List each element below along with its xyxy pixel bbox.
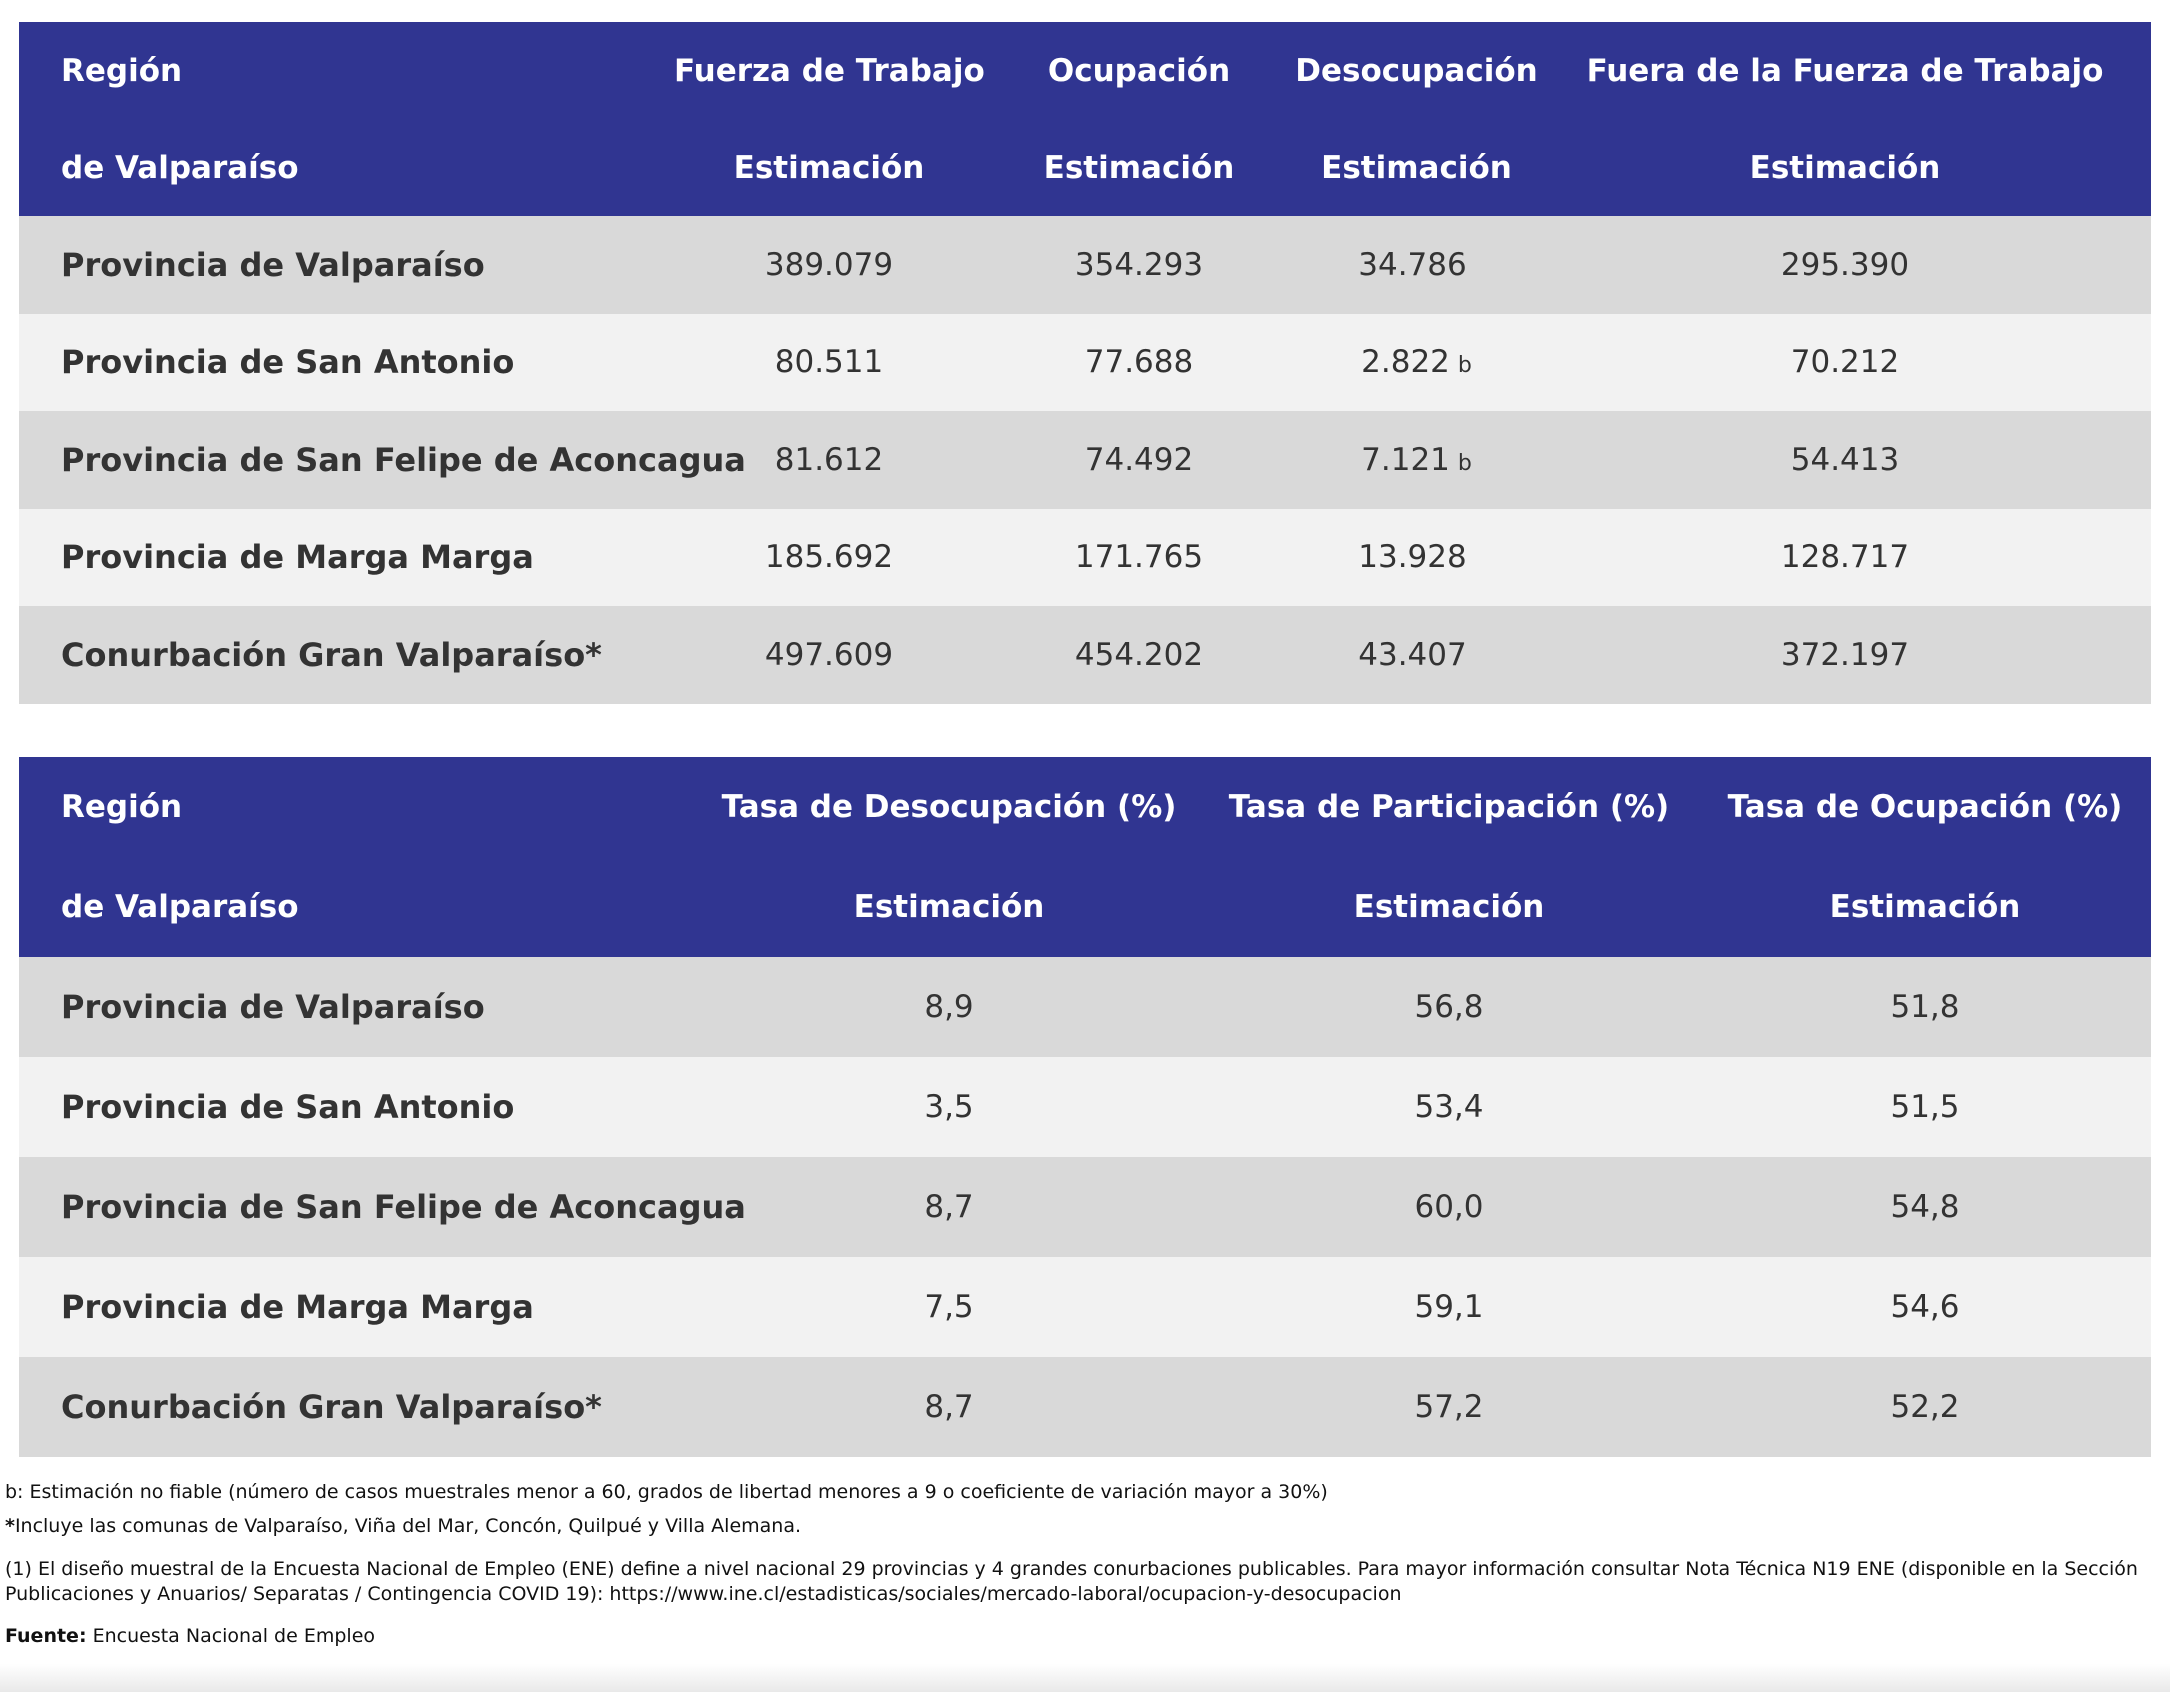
tasa-desocupacion-value: 8,9	[924, 989, 974, 1025]
tasa-desocupacion-value: 7,5	[924, 1289, 974, 1325]
labor-rates-table	[19, 757, 2151, 1457]
region-name: Provincia de Valparaíso	[61, 988, 485, 1026]
table2-header-row-2	[19, 857, 2151, 957]
fuera-value: 70.212	[1790, 344, 1900, 381]
table2-header-tasa-participacion: Tasa de Participación (%)	[1228, 789, 1670, 825]
table1-header-row-1	[19, 22, 2151, 119]
table1-header-desocupacion: Desocupación	[1295, 52, 1538, 89]
table-row	[19, 216, 2151, 314]
source-label: Fuente:	[5, 1625, 87, 1647]
tasa-participacion-value: 56,8	[1414, 989, 1484, 1025]
reliability-flag: b	[1457, 353, 1472, 379]
table-row	[19, 1057, 2151, 1157]
table-row	[19, 509, 2151, 607]
source-text: Encuesta Nacional de Empleo	[92, 1625, 376, 1647]
table1-header-fuerza: Fuerza de Trabajo	[674, 52, 985, 89]
desocupacion-value: 34.786	[1358, 246, 1467, 283]
table1-subheader-estimacion: Estimación	[1321, 149, 1512, 186]
tasa-desocupacion-value: 3,5	[924, 1089, 974, 1125]
asterisk-mark: *	[5, 1515, 15, 1537]
footnotes	[5, 1480, 2165, 1649]
desocupacion-cell	[1294, 606, 1539, 704]
tasa-ocupacion-value: 54,6	[1890, 1289, 1960, 1325]
tasa-desocupacion-value: 8,7	[924, 1189, 974, 1225]
ocupacion-value: 354.293	[1074, 246, 1204, 283]
fuera-value: 128.717	[1780, 539, 1910, 576]
fuerza-value: 497.609	[764, 636, 894, 673]
table2-header-row-1	[19, 757, 2151, 857]
fuerza-value: 185.692	[764, 539, 894, 576]
tasa-participacion-value: 53,4	[1414, 1089, 1484, 1125]
region-name: Conurbación Gran Valparaíso*	[61, 1388, 602, 1426]
desocupacion-cell	[1294, 509, 1539, 607]
desocupacion-cell	[1294, 216, 1539, 314]
reliability-flag: b	[1457, 450, 1472, 476]
asterisk-footnote-text: Incluye las comunas de Valparaíso, Viña del Mar, Concón, Quilpué y Villa Alemana.	[14, 1515, 802, 1537]
region-name: Provincia de San Antonio	[61, 343, 515, 382]
fuera-value: 372.197	[1780, 636, 1910, 673]
table1-subheader-estimacion: Estimación	[733, 149, 925, 186]
table-row	[19, 1257, 2151, 1357]
table-row	[19, 1357, 2151, 1457]
desocupacion-value: 43.407	[1358, 636, 1467, 673]
table2-subheader-region: de Valparaíso	[61, 889, 299, 925]
tasa-participacion-value: 60,0	[1414, 1189, 1484, 1225]
table-row	[19, 411, 2151, 509]
region-name: Provincia de Valparaíso	[61, 245, 485, 284]
region-name: Conurbación Gran Valparaíso*	[61, 635, 602, 674]
tasa-participacion-value: 57,2	[1414, 1389, 1484, 1425]
region-name: Provincia de Marga Marga	[61, 538, 534, 577]
tasa-ocupacion-value: 51,8	[1890, 989, 1960, 1025]
region-name: Provincia de Marga Marga	[61, 1288, 534, 1326]
desocupacion-cell	[1294, 314, 1539, 412]
table1-header-ocupacion: Ocupación	[1047, 52, 1231, 89]
ocupacion-value: 171.765	[1074, 539, 1204, 576]
tasa-ocupacion-value: 54,8	[1890, 1189, 1960, 1225]
table1-subheader-region: de Valparaíso	[61, 149, 299, 186]
table-row	[19, 314, 2151, 412]
ocupacion-value: 74.492	[1084, 441, 1194, 478]
ocupacion-value: 454.202	[1074, 636, 1204, 673]
table2-subheader-estimacion: Estimación	[1829, 889, 2021, 925]
labor-force-table	[19, 22, 2151, 704]
flag-footnote: b: Estimación no fiable (número de casos muestrales menor a 60, grados de libertad menores a 9 o coeficiente de variación mayor a 30%)	[5, 1481, 1328, 1503]
table2-header-region: Región	[61, 789, 183, 825]
table2-header-tasa-ocupacion: Tasa de Ocupación (%)	[1727, 789, 2123, 825]
fuerza-value: 80.511	[774, 344, 884, 381]
page-bottom-shadow	[0, 1664, 2170, 1692]
table1-header-row-2	[19, 119, 2151, 216]
asterisk-footnote	[5, 1514, 2165, 1539]
fuerza-value: 81.612	[774, 441, 884, 478]
table2-header-tasa-desocupacion: Tasa de Desocupación (%)	[721, 789, 1177, 825]
ocupacion-value: 77.688	[1084, 344, 1194, 381]
fuerza-value: 389.079	[764, 246, 894, 283]
region-name: Provincia de San Felipe de Aconcagua	[61, 1188, 746, 1226]
source-line	[5, 1624, 2165, 1649]
table2-subheader-estimacion: Estimación	[853, 889, 1045, 925]
table-row	[19, 1157, 2151, 1257]
table-row	[19, 606, 2151, 704]
fuera-value: 54.413	[1790, 441, 1900, 478]
desocupacion-value: 13.928	[1358, 539, 1467, 576]
desocupacion-value: 7.121	[1361, 441, 1450, 478]
table1-header-fuera: Fuera de la Fuerza de Trabajo	[1586, 52, 2104, 89]
region-name: Provincia de San Antonio	[61, 1088, 515, 1126]
tasa-desocupacion-value: 8,7	[924, 1389, 974, 1425]
desocupacion-cell	[1294, 411, 1539, 509]
tasa-ocupacion-value: 51,5	[1890, 1089, 1960, 1125]
table1-subheader-estimacion: Estimación	[1749, 149, 1941, 186]
table-row	[19, 957, 2151, 1057]
region-name: Provincia de San Felipe de Aconcagua	[61, 440, 746, 479]
table1-header-region: Región	[61, 52, 183, 89]
tasa-participacion-value: 59,1	[1414, 1289, 1484, 1325]
table2-subheader-estimacion: Estimación	[1353, 889, 1545, 925]
desocupacion-value: 2.822	[1361, 344, 1450, 381]
table1-subheader-estimacion: Estimación	[1043, 149, 1235, 186]
design-footnote: (1) El diseño muestral de la Encuesta Nacional de Empleo (ENE) define a nivel nacional 29 provincias y 4 grandes conurbaciones publicables. Para mayor información consultar Nota Técnica N19 ENE (disponible en la Sección Publicaciones y Anuarios/ Separatas / Contingencia COVID 19): https://www.ine.cl/estadisticas/sociales/mercado-laboral/ocupacion-y-desocupacion	[5, 1558, 2138, 1605]
tasa-ocupacion-value: 52,2	[1890, 1389, 1960, 1425]
fuera-value: 295.390	[1780, 246, 1910, 283]
